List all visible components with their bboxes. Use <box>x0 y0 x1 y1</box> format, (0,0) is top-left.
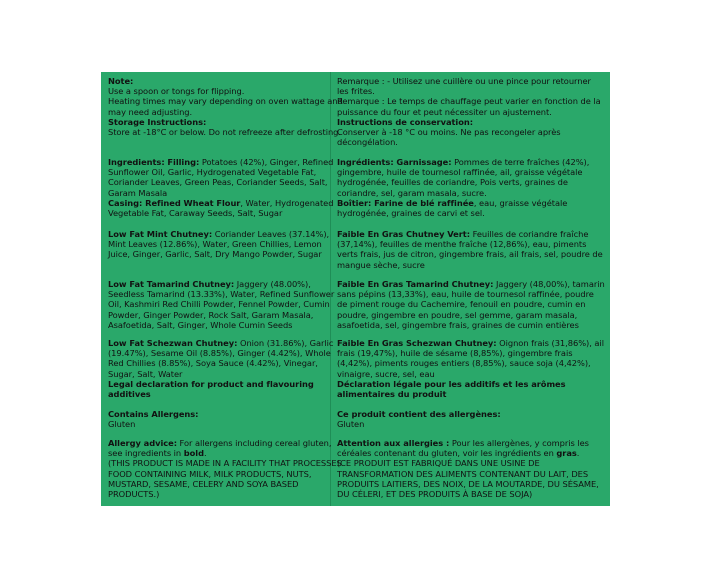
advice-text: For allergens including cereal gluten, see ingredients in <box>108 438 332 459</box>
label-panel <box>101 72 610 506</box>
allergens-fr-text: Gluten <box>337 419 365 430</box>
conservation-section <box>337 117 605 148</box>
storage-section <box>108 117 343 137</box>
chutney-vert-section <box>337 229 605 270</box>
schezwan-heading: Low Fat Schezwan Chutney: <box>108 338 238 348</box>
chutney-vert-text: Feuilles de coriandre fraîche (37,14%), feuilles de menthe fraîche (12,86%), eau, piments verts frais, jus de citron, gingembre frais, ail frais, sel, poudre de mangue sèche, sucre <box>337 229 603 270</box>
note-heading: Note: <box>108 76 134 86</box>
ingredients-fr-heading: Ingrédients: Garnissage: <box>337 157 452 167</box>
note-line-2: Heating times may vary depending on oven wattage and may need adjusting. <box>108 96 343 117</box>
casing-heading: Casing: Refined Wheat Flour <box>108 197 241 208</box>
allergy-advice-fr-section <box>337 438 605 499</box>
ingredients-fr-text: Pommes de terre fraîches (42%), gingembre, huile de tournesol raffinée, ail, graisse végétale hydrogénée, feuilles de coriandre, Pois verts, graines de coriandre, sel, garam masala, sucre. <box>337 157 590 198</box>
ingredients-text: Potatoes (42%), Ginger, Refined Sunflower Oil, Garlic, Hydrogenated Vegetable Fat, Coriander Leaves, Green Peas, Coriander Seeds, Salt, Garam Masala <box>108 157 334 198</box>
casing-text: , Water, Hydrogenated Vegetable Fat, Caraway Seeds, Salt, Sugar <box>108 197 334 219</box>
allergy-advice-section <box>108 438 343 499</box>
advice-heading: Allergy advice: <box>108 438 177 448</box>
remarque-line-2: Remarque : Le temps de chauffage peut varier en fonction de la puissance du four et peut nécessiter un ajustement. <box>337 96 601 117</box>
note-section <box>108 76 343 117</box>
ingredients-fr-section <box>337 157 605 218</box>
legal-section <box>108 379 343 399</box>
tamarind-fr-heading: Faible En Gras Tamarind Chutney: <box>337 279 494 289</box>
allergens-fr-heading: Ce produit contient des allergènes: <box>337 409 501 419</box>
ingredients-section <box>108 157 343 218</box>
storage-heading: Storage Instructions: <box>108 117 207 127</box>
ingredients-heading: Ingredients: Filling: <box>108 157 200 167</box>
allergens-section <box>108 409 343 429</box>
advice-fr-heading: Attention aux allergies : <box>337 438 450 448</box>
schezwan-fr-heading: Faible En Gras Schezwan Chutney: <box>337 338 497 348</box>
allergens-fr-section <box>337 409 605 429</box>
schezwan-fr-section <box>337 338 605 379</box>
tamarind-fr-text: Jaggery (48,00%), tamarin sans pépins (13,33%), eau, huile de tournesol raffinée, poudre de piment rouge du Cachemire, fenouil en poudre, cumin en poudre, gingembre en poudre, sel gemme, garam masala, asafoetida, sel, gingembre frais, graines de cumin entières <box>337 279 605 330</box>
storage-text: Store at -18°C or below. Do not refreeze after defrosting. <box>108 127 341 138</box>
chutney-vert-heading: Faible En Gras Chutney Vert: <box>337 229 470 239</box>
legal-fr-section <box>337 379 605 399</box>
mint-heading: Low Fat Mint Chutney: <box>108 229 213 239</box>
allergens-text: Gluten <box>108 419 136 430</box>
advice-end: . <box>203 448 207 459</box>
schezwan-chutney-section <box>108 338 343 379</box>
advice-fr-bold-word: gras <box>556 448 577 459</box>
boitier-text: , eau, graisse végétale hydrogénée, graines de carvi et sel. <box>337 197 568 219</box>
tamarind-chutney-section <box>108 279 343 330</box>
remarque-line-1: Remarque : - Utilisez une cuillère ou une pince pour retourner les frites. <box>337 76 591 97</box>
legal-fr-heading: Déclaration légale pour les additifs et les arômes alimentaires du produit <box>337 379 566 400</box>
tamarind-heading: Low Fat Tamarind Chutney: <box>108 279 235 289</box>
schezwan-fr-text: Oignon frais (31,86%), ail frais (19,47%), huile de sésame (8,85%), gingembre frais (4,42%), piments rouges entiers (8,85%), sauce soja (4,42%), vinaigre, sucre, sel, eau <box>337 338 604 379</box>
facility-text: (THIS PRODUCT IS MADE IN A FACILITY THAT PROCESSES FOOD CONTAINING MILK, MILK PRODUCTS, NUTS, MUSTARD, SESAME, CELERY AND SOYA BASED PRODUCTS.) <box>108 458 342 500</box>
advice-fr-end: . <box>576 448 580 459</box>
mint-chutney-section <box>108 229 343 260</box>
mint-text: Coriander Leaves (37.14%), Mint Leaves (12.86%), Water, Green Chillies, Lemon Juice, Ginger, Garlic, Salt, Dry Mango Powder, Sugar <box>108 229 330 260</box>
note-line-1: Use a spoon or tongs for flipping. <box>108 86 245 97</box>
facility-fr-text: (CE PRODUIT EST FABRIQUÉ DANS UNE USINE DE TRANSFORMATION DES ALIMENTS CONTENANT DU LAIT, DES PRODUITS LAITIERS, DES NOIX, DE LA MOUTARDE, DU SÉSAME, DU CÉLERI, ET DES PRODUITS À BASE DE SOJA) <box>337 458 599 500</box>
advice-fr-text: Pour les allergènes, y compris les céréales contenant du gluten, voir les ingrédients en <box>337 438 589 459</box>
advice-bold-word: bold <box>183 448 204 459</box>
remarque-section <box>337 76 605 117</box>
conservation-text: Conserver à -18 °C ou moins. Ne pas recongeler après décongélation. <box>337 127 561 148</box>
tamarind-fr-section <box>337 279 605 330</box>
tamarind-text: Jaggery (48.00%), Seedless Tamarind (13.33%), Water, Refined Sunflower Oil, Kashmiri Red Chilli Powder, Fennel Powder, Cumin Powder, Ginger Powder, Rock Salt, Garam Masala, Asafoetida, Salt, Ginger, Whole Cumin Seeds <box>108 279 335 330</box>
boitier-heading: Boîtier: Farine de blé raffinée <box>337 197 474 208</box>
legal-heading: Legal declaration for product and flavouring additives <box>108 379 314 400</box>
conservation-heading: Instructions de conservation: <box>337 117 473 127</box>
schezwan-text: Onion (31.86%), Garlic (19.47%), Sesame Oil (8.85%), Ginger (4.42%), Whole Red Chillies (8.85%), Soya Sauce (4.42%), Vinegar, Sugar, Salt, Water <box>108 338 334 379</box>
allergens-heading: Contains Allergens: <box>108 409 199 419</box>
